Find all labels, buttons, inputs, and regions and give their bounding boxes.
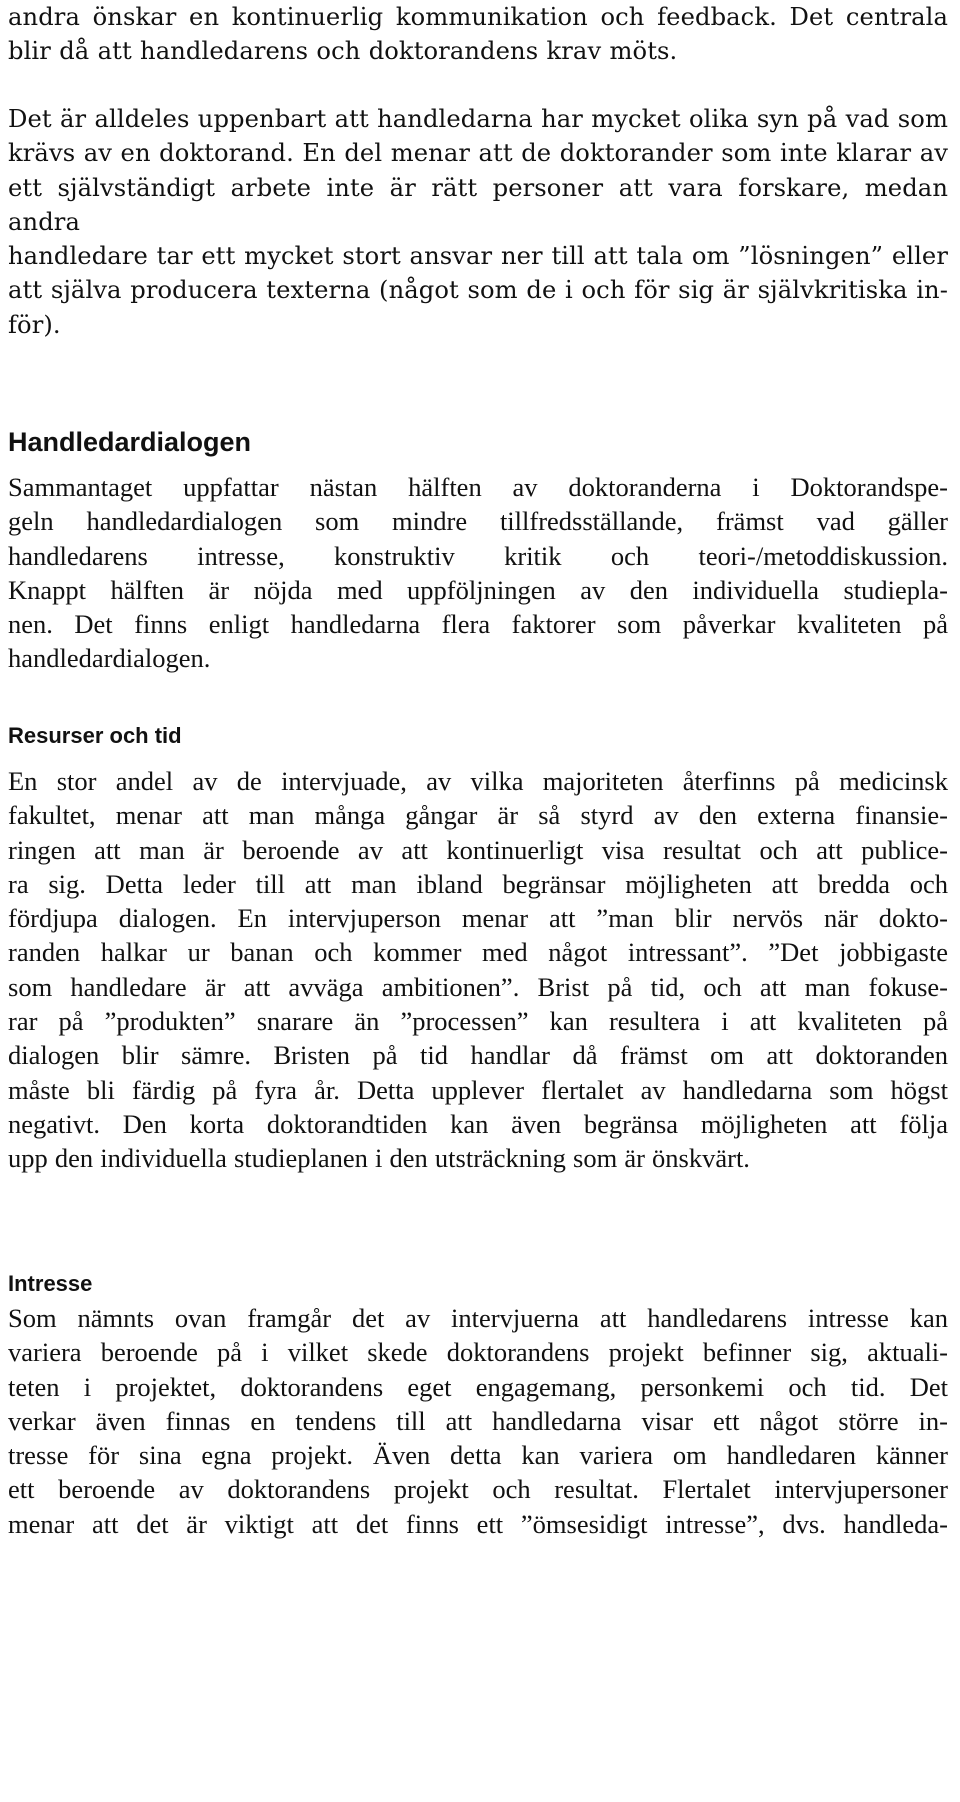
text-line: fakultet, menar att man många gångar är så styrd av den externa finansie- <box>8 800 948 831</box>
text-line: ra sig. Detta leder till att man ibland begränsar möjligheten att bredda och <box>8 868 948 899</box>
text-line: ringen att man är beroende av att kontinuerligt visa resultat och att publice- <box>8 834 948 865</box>
paragraph-intro <box>8 0 948 69</box>
text-line: tresse för sina egna projekt. Även detta kan variera om handledaren känner <box>8 1440 948 1471</box>
text-line: menar att det är viktigt att det finns ett ”ömsesidigt intresse”, dvs. handleda- <box>8 1508 948 1539</box>
text-line: geln handledardialogen som mindre tillfredsställande, främst vad gäller <box>8 506 948 537</box>
text-line: fördjupa dialogen. En intervjuperson menar att ”man blir nervös när dokto- <box>8 903 948 934</box>
text-line: blir då att handledarens och doktorandens krav möts. <box>8 37 678 66</box>
text-line: handledarens intresse, konstruktiv kritik och teori-/metoddiskussion. <box>8 540 948 571</box>
section-heading-intresse: Intresse <box>8 1271 93 1296</box>
text-line: som handledare är att avväga ambitionen”. Brist på tid, och att man fokuse- <box>8 971 948 1002</box>
text-line: dialogen blir sämre. Bristen på tid handlar då främst om att doktoranden <box>8 1040 948 1071</box>
text-line: handledare tar ett mycket stort ansvar ner till att tala om ”lösningen” eller <box>8 242 948 271</box>
text-line: andra önskar en kontinuerlig kommunikation och feedback. Det centrala <box>8 3 948 31</box>
paragraph-resurser-och-tid <box>8 764 948 1176</box>
text-line: ett beroende av doktorandens projekt och resultat. Flertalet intervjupersoner <box>8 1474 948 1505</box>
text-line: negativt. Den korta doktorandtiden kan även begränsa möjligheten att följa <box>8 1108 948 1139</box>
text-line: Det är alldeles uppenbart att handledarna har mycket olika syn på vad som <box>8 105 948 133</box>
section-heading-resurser-och-tid: Resurser och tid <box>8 723 182 748</box>
paragraph-handledare-syn <box>8 102 948 342</box>
text-line: nen. Det finns enligt handledarna flera faktorer som påverkar kvaliteten på <box>8 609 948 640</box>
text-line: En stor andel av de intervjuade, av vilka majoriteten återfinns på medicinsk <box>8 766 948 796</box>
text-line: upp den individuella studieplanen i den utsträckning som är önskvärt. <box>8 1143 750 1174</box>
text-line: verkar även finnas en tendens till att handledarna visar ett något större in- <box>8 1405 948 1436</box>
text-line: Som nämnts ovan framgår det av intervjuerna att handledarens intresse kan <box>8 1303 948 1333</box>
text-line: randen halkar ur banan och kommer med något intressant”. ”Det jobbigaste <box>8 937 948 968</box>
section-heading-handledardialogen: Handledardialogen <box>8 427 252 457</box>
text-line: variera beroende på i vilket skede doktorandens projekt befinner sig, aktuali- <box>8 1337 948 1368</box>
text-line: Knappt hälften är nöjda med uppföljningen av den individuella studiepla- <box>8 574 948 605</box>
text-line: teten i projektet, doktorandens eget engagemang, personkemi och tid. Det <box>8 1371 948 1402</box>
text-line: rar på ”produkten” snarare än ”processen” kan resultera i att kvaliteten på <box>8 1006 948 1037</box>
text-line: att själva producera texterna (något som de i och för sig är självkritiska in- <box>8 276 948 305</box>
text-line: krävs av en doktorand. En del menar att de doktorander som inte klarar av <box>8 139 948 168</box>
text-line: Sammantaget uppfattar nästan hälften av doktoranderna i Doktorandspe- <box>8 472 948 502</box>
text-line: måste bli färdig på fyra år. Detta upplever flertalet av handledarna som högst <box>8 1074 948 1105</box>
text-line: ett självständigt arbete inte är rätt personer att vara forskare, medan andra <box>8 173 948 236</box>
text-line: för). <box>8 310 61 339</box>
paragraph-intresse <box>8 1301 948 1541</box>
text-line: handledardialogen. <box>8 643 211 674</box>
paragraph-handledardialogen <box>8 470 948 676</box>
